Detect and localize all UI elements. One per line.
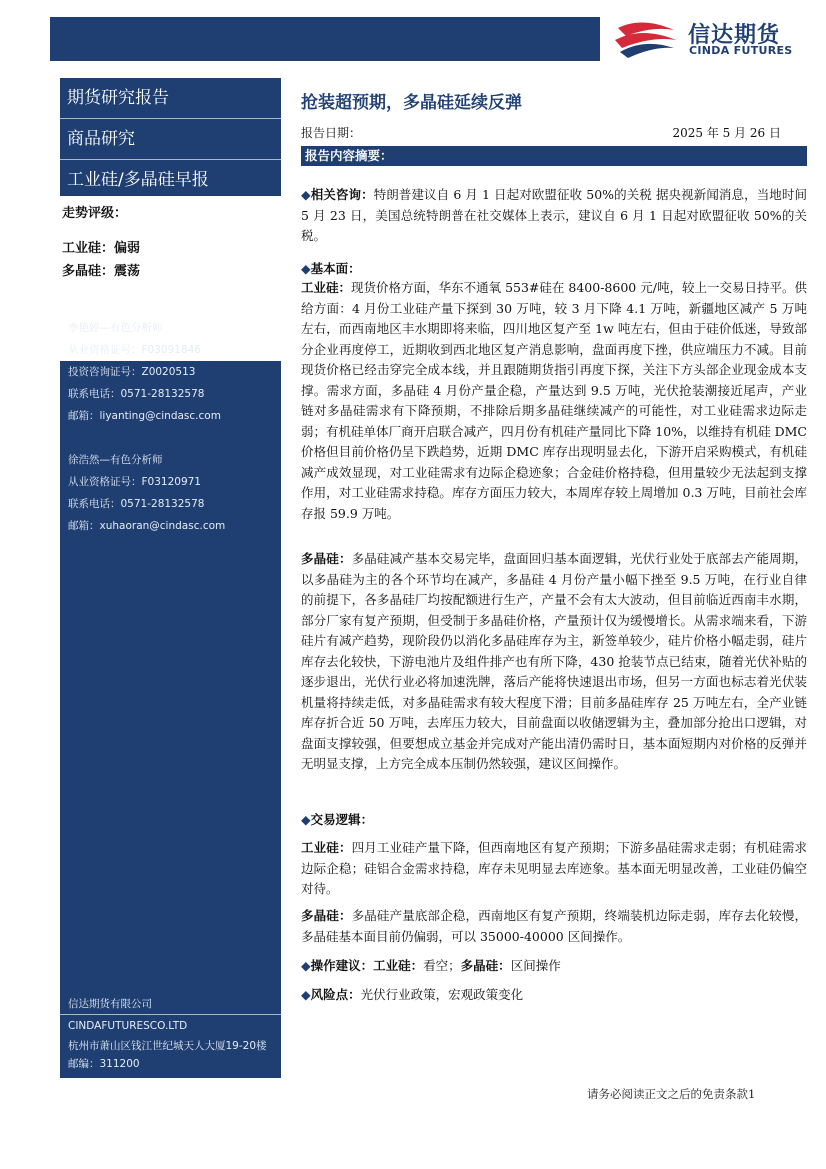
trend-rating-box	[60, 196, 281, 361]
news-section	[301, 185, 807, 247]
subsection-label: 工业硅：	[301, 280, 352, 295]
section-label: 交易逻辑：	[310, 812, 374, 827]
subsection-label: 多晶硅：	[301, 551, 352, 566]
subsection-label: 多晶硅：	[301, 908, 352, 923]
advice-silicon-text: 看空；	[423, 958, 461, 973]
sidebar-product: 工业硅/多晶硅早报	[67, 170, 209, 190]
logo-chinese-name: 信达期货	[688, 23, 781, 48]
report-date-label: 报告日期：	[301, 126, 362, 140]
section-label: 相关咨询：	[310, 187, 374, 202]
risk-text: 光伏行业政策，宏观政策变化	[360, 987, 524, 1002]
subsection-label: 多晶硅：	[460, 958, 511, 973]
diamond-bullet-icon: ◆	[301, 261, 311, 276]
silicon-fundamentals-text: 现货价格方面，华东不通氧 553#硅在 8400-8600 元/吨，较上一交易日持平。供给方面：4 月份工业硅产量下探到 30 万吨，较 3 月下降 4.1 万吨，新疆地区减产 5 万吨左右，而西南地区丰水期即将来临，四川地区复产至 1w 吨左右，但由于硅价低迷，导致部分企业再度停工，近期收到西北地区复产消息影响，盘面再度下挫，供应端压力不减。目前现货价格已经击穿完全成本线，并且跟随期货指引再度下探，关注下方头部企业现金成本支撑。需求方面，多晶硅 4 月份产量企稳，产量达到 9.5 万吨，光伏抢装潮接近尾声，产业链对多晶硅需求有下降预期，不排除后期多晶硅继续减产的可能性，对工业硅需求边际走弱；有机硅单体厂商开启联合减产，四月份有机硅产量同比下降 10%，以维持有机硅 DMC 价格但目前价格仍呈下跌趋势，近期 DMC 库存出现明显去化，下游开启采购模式，有机硅减产成效显现，对工业硅需求有边际企稳迹象；合金硅价格持稳，但用量较少无法起到支撑作用，对工业硅需求持稳。库存方面压力较大，本周库存较上周增加 0.3 万吨，目前社会库存报 59.9 万吨。	[301, 280, 807, 521]
rating-silicon: 工业硅：偏弱	[62, 241, 141, 256]
company-english-name: CINDAFUTURESCO.LTD	[68, 1020, 188, 1032]
company-logo	[612, 16, 802, 62]
logo-english-name: CINDA FUTURES	[689, 44, 793, 57]
analyst-license: 从业资格证号：F03091846	[68, 344, 201, 356]
sidebar-report-type: 期货研究报告	[67, 88, 169, 108]
advice-section	[301, 956, 807, 977]
company-address: 杭州市萧山区钱江世纪城天人大厦19-20楼	[68, 1040, 267, 1052]
analyst-name: 李艳婷—有色分析师	[68, 322, 163, 334]
disclaimer-footer: 请务必阅读正文之后的免责条款1	[587, 1087, 756, 1101]
risk-section	[301, 985, 807, 1006]
analyst-phone: 联系电话：0571-28132578	[68, 388, 205, 400]
rating-polysilicon: 多晶硅：震荡	[62, 264, 141, 279]
sidebar-divider	[60, 1014, 281, 1015]
logic-silicon-text: 四月工业硅产量下降，但西南地区有复产预期；下游多晶硅需求走弱；有机硅需求边际企稳；硅铝合金需求持稳，库存未见明显去库迹象。基本面无明显改善，工业硅仍偏空对待。	[301, 840, 807, 896]
summary-header: 报告内容摘要：	[301, 146, 807, 166]
section-label: 风险点：	[310, 987, 361, 1002]
logic-silicon	[301, 838, 807, 900]
report-date-value: 2025 年 5 月 26 日	[672, 126, 781, 140]
company-postcode: 邮编：311200	[68, 1058, 140, 1070]
analyst-phone: 联系电话：0571-28132578	[68, 498, 205, 510]
sidebar-category: 商品研究	[67, 129, 135, 149]
analyst-consult-license: 投资咨询证号：Z0020513	[68, 366, 196, 378]
diamond-bullet-icon: ◆	[301, 987, 311, 1002]
logic-poly-text: 多晶硅产量底部企稳，西南地区有复产预期，终端装机边际走弱，库存去化较慢，多晶硅基本面目前仍偏弱，可以 35000-40000 区间操作。	[301, 908, 807, 944]
logic-heading	[301, 810, 807, 831]
trend-rating-label: 走势评级：	[62, 206, 128, 221]
advice-poly-text: 区间操作	[510, 958, 561, 973]
header-bar	[50, 17, 600, 61]
report-headline: 抢装超预期，多晶硅延续反弹	[301, 93, 522, 113]
sidebar	[60, 78, 281, 1078]
sidebar-divider	[60, 159, 281, 160]
analyst-email: 邮箱：xuhaoran@cindasc.com	[68, 520, 226, 532]
analyst-name: 徐浩然—有色分析师	[68, 454, 163, 466]
analyst-license: 从业资格证号：F03120971	[68, 476, 201, 488]
poly-fundamentals-text: 多晶硅减产基本交易完毕，盘面回归基本面逻辑，光伏行业处于底部去产能周期，以多晶硅为主的各个环节均在减产，多晶硅 4 月份产量小幅下挫至 9.5 万吨，在行业自律的前提下，各多晶硅厂均按配额进行生产，产量不会有太大波动，但目前临近西南丰水期，部分厂家有复产预期，但受制于多晶硅价格，产量预计仅为缓慢增长。从需求端来看，下游硅片有减产趋势，现阶段仍以消化多晶硅库存为主，新签单较少，硅片价格小幅走弱，硅片库存去化较快，下游电池片及组件排产也有所下降，430 抢装节点已结束，随着光伏补贴的逐步退出，光伏行业必将加速洗牌，落后产能将快速退出市场，但另一方面也标志着光伏装机量将持续走低，对多晶硅需求有较大程度下滑；目前多晶硅库存 25 万吨左右，全产业链库存折合近 50 万吨，去库压力较大，目前盘面以收储逻辑为主，叠加部分抢出口逻辑，对盘面支撑较强，但要想成立基金并完成对产能出清仍需时日，基本面短期内对价格的反弹并无明显支撑，上方完全成本压制仍然较强，建议区间操作。	[301, 551, 807, 771]
sidebar-divider	[60, 118, 281, 119]
section-label: 操作建议：	[310, 958, 374, 973]
subsection-label: 工业硅：	[373, 958, 424, 973]
subsection-label: 工业硅：	[301, 840, 352, 855]
fundamentals-heading	[301, 259, 807, 280]
poly-fundamentals	[301, 549, 807, 775]
analyst-email: 邮箱：liyanting@cindasc.com	[68, 410, 221, 422]
diamond-bullet-icon: ◆	[301, 187, 311, 202]
logo-mark-icon	[612, 16, 682, 62]
silicon-fundamentals	[301, 278, 807, 524]
company-name: 信达期货有限公司	[68, 998, 152, 1010]
news-text: 特朗普建议自 6 月 1 日起对欧盟征收 50%的关税 据央视新闻消息，当地时间 5 月 23 日，美国总统特朗普在社交媒体上表示，建议自 6 月 1 日起对欧盟征收 50%的关税。	[301, 187, 807, 243]
diamond-bullet-icon: ◆	[301, 958, 311, 973]
logic-poly	[301, 906, 807, 947]
section-label: 基本面：	[310, 261, 361, 276]
diamond-bullet-icon: ◆	[301, 812, 311, 827]
